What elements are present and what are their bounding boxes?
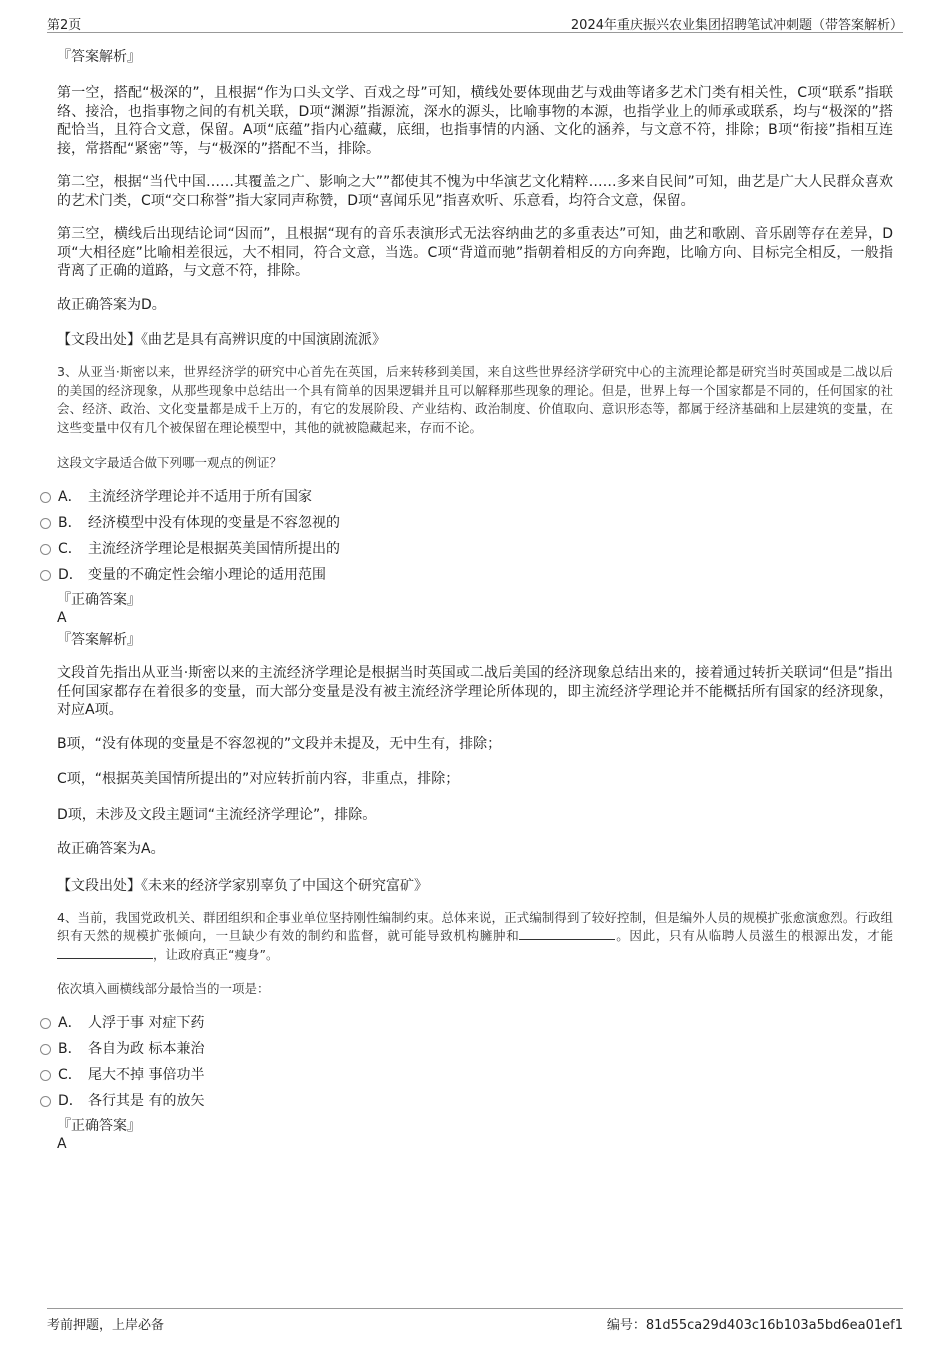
page-header (47, 12, 903, 33)
option-b[interactable] (0, 512, 893, 538)
page-content (57, 44, 893, 1152)
question-4-options (0, 1012, 893, 1116)
option-text: 主流经济学理论并不适用于所有国家 (88, 489, 312, 505)
analysis-paragraph-3: 第三空，横线后出现结论词“因而”，且根据“现有的音乐表演形式无法容纳曲艺的多重表达”可知，曲艺和歌剧、音乐剧等存在差异，D项“大相径庭”比喻相差很远，大不相同，符合文意，当选。C项“背道而驰”指朝着相反的方向奔跑，比喻方向、目标完全相反，一般指背离了正确的道路，与文意不符，排除。 (57, 226, 893, 279)
question-3-text: 3、从亚当·斯密以来，世界经济学的研究中心首先在英国，后来转移到美国，来自这些世界经济学研究中心的主流理论都是研究当时英国或是二战以后的美国的经济现象，从那些现象中总结出一个具有简单的因果逻辑并且可以解释那些现象的理论。但是，世界上每一个国家都是不同的，任何国家的社会、经济、政治、文化变量都是成千上万的，有它的发展阶段、产业结构、政治制度、价值取向、意识形态等，都属于经济基础和上层建筑的变量，在这些变量中仅有几个被保留在理论模型中，其他的就被隐藏起来，存而不论。 (57, 364, 893, 435)
option-text: 各行其是 有的放矢 (88, 1093, 205, 1109)
correct-answer-label: 『正确答案』 (57, 1118, 141, 1134)
source-citation: 【文段出处】《未来的经济学家别辜负了中国这个研究富矿》 (57, 877, 428, 894)
question-4-text-part-2: 。因此，只有从临聘人员滋生的根源出发，才能 (615, 928, 893, 943)
page-number: 第2页 (47, 18, 82, 33)
analysis-paragraph-2: B项，“没有体现的变量是不容忽视的”文段并未提及，无中生有，排除； (57, 735, 502, 752)
radio-icon[interactable] (40, 518, 51, 529)
question-4-prompt: 依次填入画横线部分最恰当的一项是： (57, 981, 270, 996)
analysis-paragraph-1: 文段首先指出从亚当·斯密以来的主流经济学理论是根据当时英国或二战后美国的经济现象总结出来的，接着通过转折关联词“但是”指出任何国家都存在着很多的变量，而大部分变量是没有被主流经济学理论所体现的，即主流经济学理论并不能概括所有国家的经济现象，对应A项。 (57, 665, 893, 718)
analysis-label: 『答案解析』 (57, 632, 141, 648)
analysis-paragraph-2: 第二空，根据“当代中国……其覆盖之广、影响之大””都使其不愧为中华演艺文化精粹……多来自民间”可知，曲艺是广大人民群众喜欢的艺术门类，C项“交口称誉”指大家同声称赞，D项“喜闻乐见”指喜欢听、乐意看，均符合文意，保留。 (57, 174, 893, 209)
radio-icon[interactable] (40, 492, 51, 503)
radio-icon[interactable] (40, 544, 51, 555)
option-a[interactable] (0, 486, 893, 512)
question-4-text-part-3: ，让政府真正“瘦身”。 (153, 946, 279, 962)
footer-slogan: 考前押题，上岸必备 (47, 1318, 165, 1333)
analysis-label: 『答案解析』 (57, 49, 141, 65)
source-citation: 【文段出处】《曲艺是具有高辨识度的中国演剧流派》 (57, 332, 386, 348)
option-b[interactable] (0, 1038, 893, 1064)
option-letter: A． (58, 1015, 82, 1031)
question-3-options (0, 486, 893, 590)
answer-conclusion: 故正确答案为A。 (57, 841, 165, 857)
option-letter: B． (58, 515, 82, 531)
option-c[interactable] (0, 1064, 893, 1090)
option-d[interactable] (0, 1090, 893, 1116)
document-title: 2024年重庆振兴农业集团招聘笔试冲刺题（带答案解析） (570, 18, 903, 33)
option-letter: D． (58, 1093, 83, 1109)
radio-icon[interactable] (40, 1044, 51, 1055)
radio-icon[interactable] (40, 1070, 51, 1081)
option-letter: B． (58, 1041, 82, 1057)
option-text: 各自为政 标本兼治 (88, 1041, 205, 1057)
option-d[interactable] (0, 564, 893, 590)
analysis-paragraph-1: 第一空，搭配“极深的”，且根据“作为口头文学、百戏之母”可知，横线处要体现曲艺与戏曲等诸多艺术门类有相关性，C项“联系”指联络、接洽，也指事物之间的有机关联，D项“渊源”指源流，深水的源头，比喻事物的本源，也指学业上的师承或联系，均与“极深的”搭配恰当，且符合文意，保留。A项“底蕴”指内心蕴藏，底细，也指事情的内涵、文化的涵养，与文意不符，排除；B项“衔接”指相互连接，常搭配“紧密”等，与“极深的”搭配不当，排除。 (57, 85, 893, 157)
option-letter: D． (58, 567, 83, 583)
option-text: 主流经济学理论是根据英美国情所提出的 (88, 541, 340, 557)
answer-conclusion: 故正确答案为D。 (57, 296, 166, 313)
radio-icon[interactable] (40, 1096, 51, 1107)
option-a[interactable] (0, 1012, 893, 1038)
fill-blank-1 (519, 927, 615, 940)
radio-icon[interactable] (40, 570, 51, 581)
option-text: 变量的不确定性会缩小理论的适用范围 (88, 567, 326, 583)
fill-blank-2 (57, 946, 153, 959)
page-footer (47, 1308, 903, 1333)
option-text: 人浮于事 对症下药 (88, 1015, 205, 1031)
option-letter: A． (58, 489, 82, 505)
radio-icon[interactable] (40, 1018, 51, 1029)
correct-answer-label: 『正确答案』 (57, 592, 141, 608)
correct-answer-value: A (57, 1136, 67, 1152)
option-c[interactable] (0, 538, 893, 564)
analysis-paragraph-4: D项，未涉及文段主题词“主流经济学理论”，排除。 (57, 806, 377, 823)
question-4-text-part-1: 4、当前，我国党政机关、群团组织和企事业单位坚持刚性编制约束。总体来说，正式编制得到了较好控制，但是编外人员的规模扩张愈演愈烈。行政组织有天然的规模扩张倾向，一旦缺少有效的制约和监督，就可能导致机构臃肿和 (57, 909, 893, 943)
option-letter: C． (58, 541, 82, 557)
analysis-paragraph-3: C项，“根据英美国情所提出的”对应转折前内容，非重点，排除； (57, 771, 460, 787)
option-text: 经济模型中没有体现的变量是不容忽视的 (88, 515, 340, 531)
option-letter: C． (58, 1067, 82, 1083)
question-4-text (57, 909, 893, 965)
option-text: 尾大不掉 事倍功半 (88, 1067, 205, 1083)
question-3-prompt: 这段文字最适合做下列哪一观点的例证？ (57, 455, 283, 470)
document-code: 编号：81d55ca29d403c16b103a5bd6ea01ef1 (606, 1318, 903, 1333)
correct-answer-value: A (57, 610, 67, 626)
